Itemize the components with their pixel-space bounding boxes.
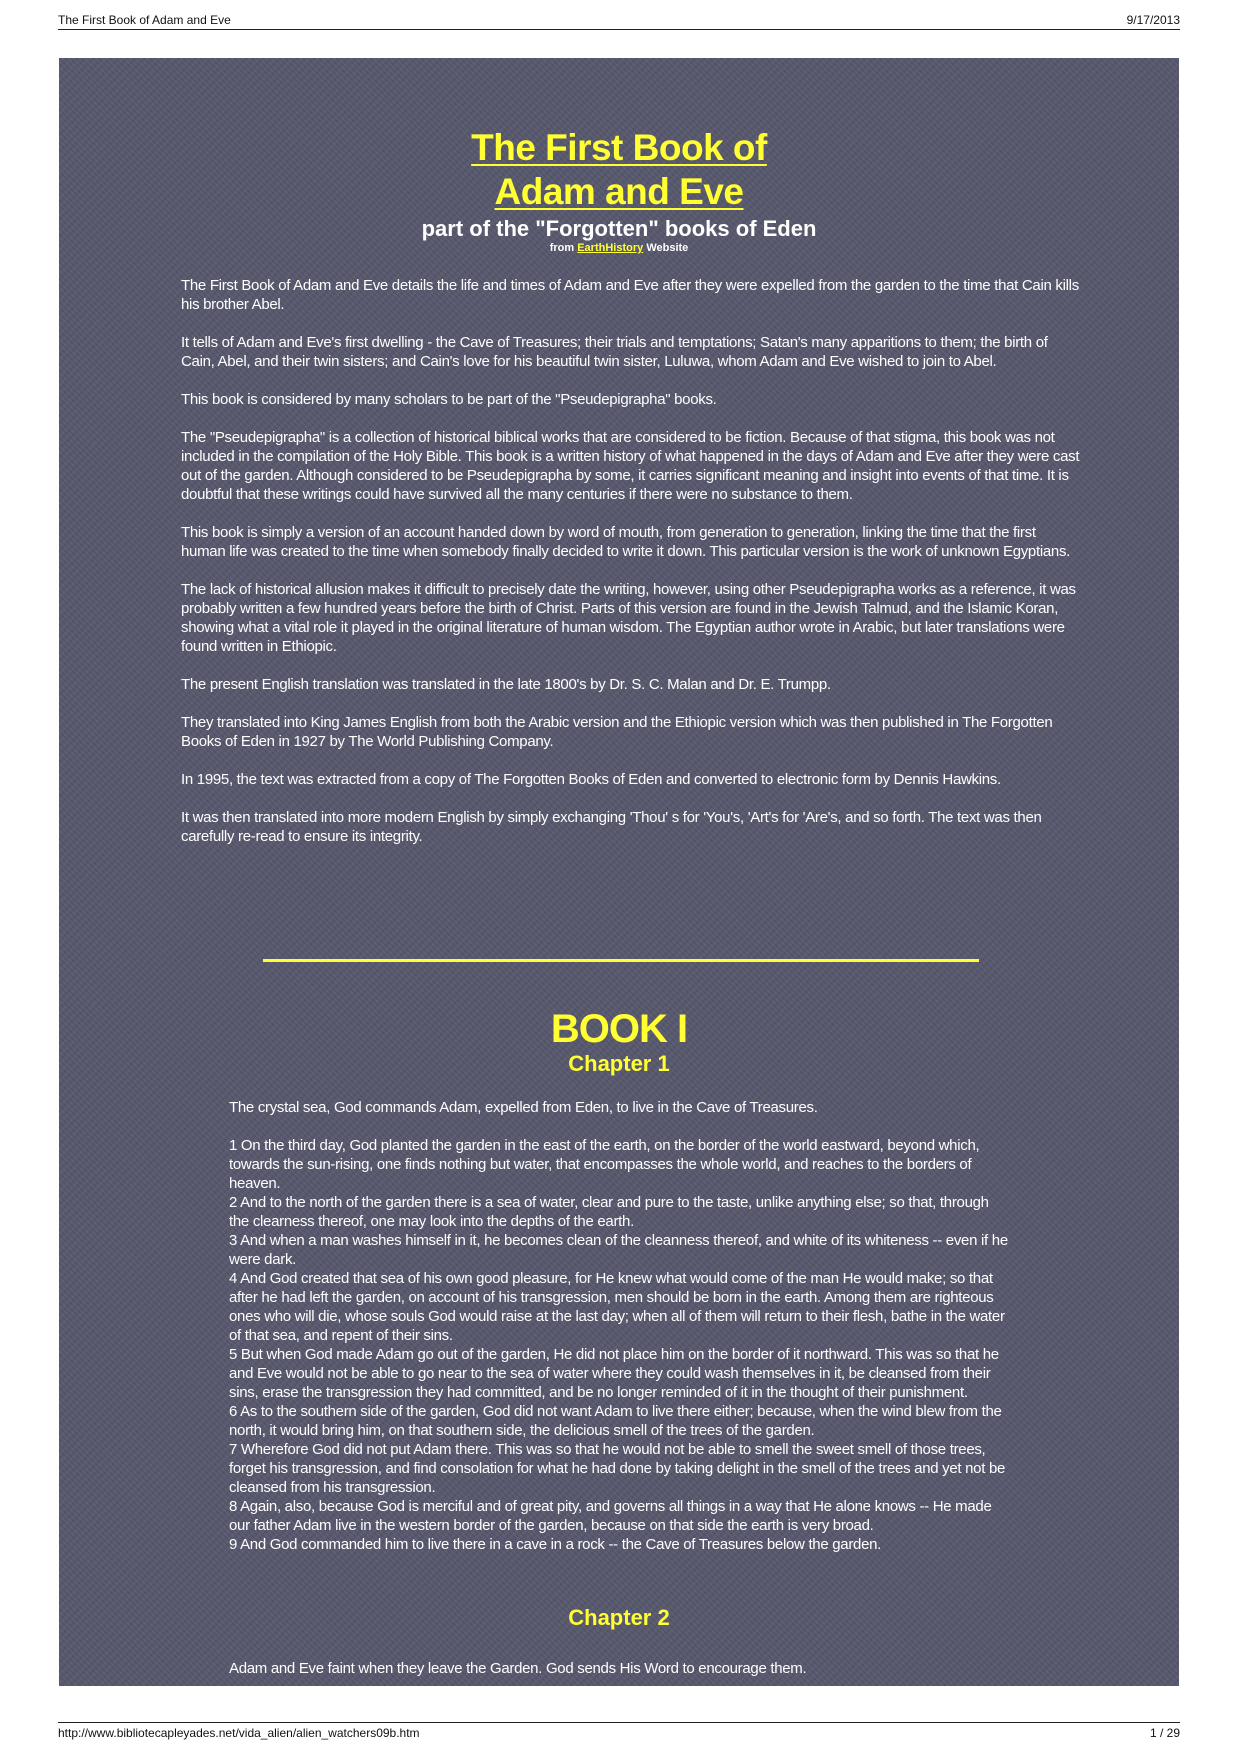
chapter-1-heading: Chapter 1 [568,1051,670,1076]
intro-paragraph: It tells of Adam and Eve's first dwelling - the Cave of Treasures; their trials and temptations; Satan's many apparitions to them; the birth of Cain, Abel, and their twin sisters; and Cain's love for his beautiful twin sister, Luluwa, whom Adam and Eve wished to join to Abel. [181,334,1048,370]
print-header [58,12,1180,30]
verse: 1 On the third day, God planted the garden in the east of the earth, on the border of the world eastward, beyond which, towards the sun-rising, one finds nothing but water, that encompasses the whole world, and reaches to the borders of heaven. [229,1137,980,1192]
verse: 5 But when God made Adam go out of the garden, He did not place him on the border of it northward. This was so that he and Eve would not be able to go near to the sea of water where they could wash themselves in it, be cleansed from their sins, erase the transgression they had committed, and be no longer reminded of it in the thought of their punishment. [229,1346,999,1401]
subtitle: part of the "Forgotten" books of Eden [421,216,817,241]
title-block [59,126,1179,255]
chapter-1-summary: The crystal sea, God commands Adam, expelled from Eden, to live in the Cave of Treasures. [229,1099,818,1116]
chapter-1-text [229,1098,1009,1554]
main-title-line-1[interactable]: The First Book of [471,127,767,168]
print-footer-url[interactable]: http://www.bibliotecapleyades.net/vida_alien/alien_watchers09b.htm [58,1726,420,1740]
chapter-2-summary: Adam and Eve faint when they leave the Garden. God sends His Word to encourage them. [229,1660,807,1677]
chapter-2-heading: Chapter 2 [568,1605,670,1630]
section-divider [263,959,979,962]
intro-paragraph: In 1995, the text was extracted from a copy of The Forgotten Books of Eden and converted to electronic form by Dennis Hawkins. [181,771,1001,788]
intro-paragraph: This book is simply a version of an account handed down by word of mouth, from generation to generation, linking the time that the first human life was created to the time when somebody finally decided to write it down. This particular version is the work of unknown Egyptians. [181,524,1071,560]
print-footer-page-number: 1 / 29 [1149,1726,1180,1740]
verse: 9 And God commanded him to live there in a cave in a rock -- the Cave of Treasures below the garden. [229,1536,882,1553]
book-heading: BOOK I [550,1007,688,1051]
verse: 2 And to the north of the garden there is a sea of water, clear and pure to the taste, unlike anything else; so that, through the clearness thereof, one may look into the depths of the earth. [229,1194,989,1230]
page-content [59,58,1179,1686]
earthhistory-link[interactable]: EarthHistory [577,242,644,254]
intro-text [181,276,1081,865]
verse: 4 And God created that sea of his own good pleasure, for He knew what would come of the man He would make; so that after he had left the garden, on account of his transgression, men should be born in the earth. Among them are righteous ones who will die, whose souls God would raise at the last day; when all of them will return to their flesh, bathe in the water of that sea, and repent of their sins. [229,1270,1005,1344]
verse: 8 Again, also, because God is merciful and of great pity, and governs all things in a way that He alone knows -- He made our father Adam live in the western border of the garden, because on that side the earth is very broad. [229,1498,992,1534]
intro-paragraph: The "Pseudepigrapha" is a collection of historical biblical works that are considered to be fiction. Because of that stigma, this book was not included in the compilation of the Holy Bible. This book is a written history of what happened in the days of Adam and Eve after they were cast out of the garden. Although considered to be Pseudepigrapha by some, it carries significant meaning and insight into events of that time. It is doubtful that these writings could have survived all the many centuries if there were no substance to them. [181,429,1080,503]
intro-paragraph: It was then translated into more modern English by simply exchanging 'Thou' s for 'You's, 'Art's for 'Are's, and so forth. The text was then carefully re-read to ensure its integrity. [181,809,1042,845]
verse: 7 Wherefore God did not put Adam there. This was so that he would not be able to smell the sweet smell of those trees, forget his transgression, and find consolation for what he had done by taking delight in the smell of the trees and yet not be cleansed from his transgression. [229,1441,1006,1496]
source-prefix: from [549,242,575,254]
main-title-line-2[interactable]: Adam and Eve [494,171,744,212]
print-header-title: The First Book of Adam and Eve [58,13,231,27]
intro-paragraph: This book is considered by many scholars to be part of the "Pseudepigrapha" books. [181,391,717,408]
verse: 6 As to the southern side of the garden, God did not want Adam to live there either; because, when the wind blew from the north, it would bring him, on that southern side, the delicious smell of the trees of the garden. [229,1403,1002,1439]
print-footer [58,1722,1180,1741]
verse: 3 And when a man washes himself in it, he becomes clean of the cleanness thereof, and white of its whiteness -- even if he were dark. [229,1232,1008,1268]
intro-paragraph: The First Book of Adam and Eve details the life and times of Adam and Eve after they were expelled from the garden to the time that Cain kills his brother Abel. [181,277,1079,313]
source-line [59,242,1179,255]
intro-paragraph: The lack of historical allusion makes it difficult to precisely date the writing, however, using other Pseudepigrapha works as a reference, it was probably written a few hundred years before the birth of Christ. Parts of this version are found in the Jewish Talmud, and the Islamic Koran, showing what a vital role it played in the original literature of human wisdom. The Egyptian author wrote in Arabic, but later translations were found written in Ethiopic. [181,581,1076,655]
print-header-date: 9/17/2013 [1126,13,1180,27]
intro-paragraph: The present English translation was translated in the late 1800's by Dr. S. C. Malan and Dr. E. Trumpp. [181,676,831,693]
source-suffix: Website [646,242,689,254]
intro-paragraph: They translated into King James English from both the Arabic version and the Ethiopic version which was then published in The Forgotten Books of Eden in 1927 by The World Publishing Company. [181,714,1053,750]
chapter-2-text [229,1659,1009,1686]
